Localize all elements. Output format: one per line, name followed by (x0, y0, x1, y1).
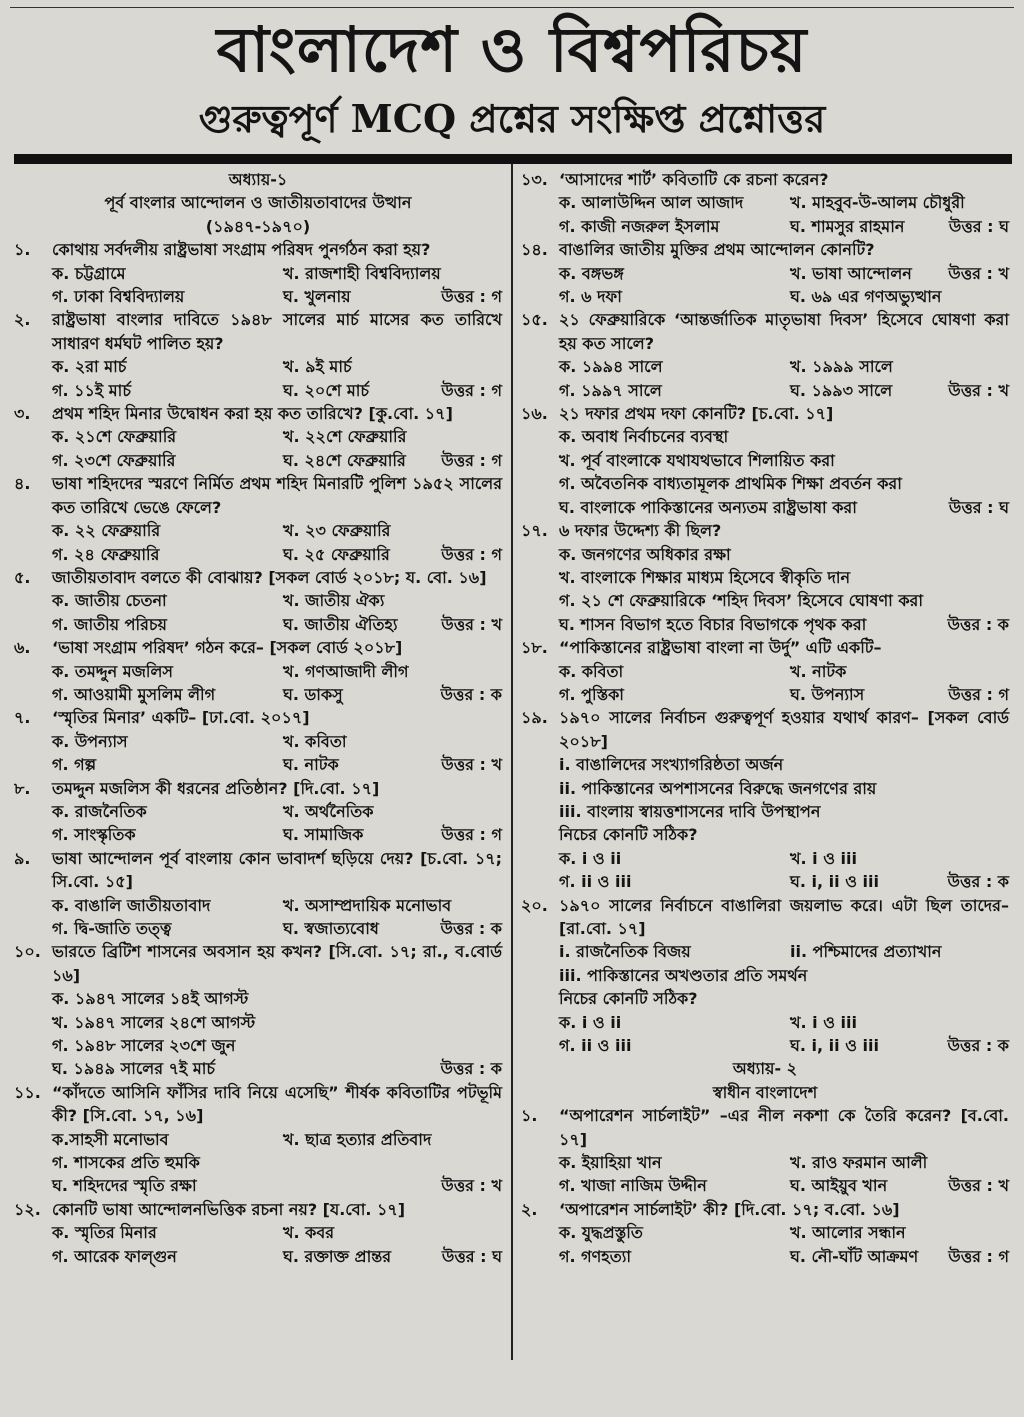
chapter-years: (১৯৪৭-১৯৭০) (205, 216, 311, 236)
question-line (521, 706, 1009, 753)
option: ক. স্মৃতির মিনার (52, 1223, 157, 1243)
option: ঘ. খুলনায় (283, 287, 351, 307)
option-row (521, 285, 1009, 308)
option-row (14, 379, 502, 402)
option: গ. গণহত্যা (559, 1246, 631, 1266)
option-row (521, 964, 1009, 987)
option-row (521, 1151, 1009, 1174)
option-row (521, 191, 1009, 214)
question-number: ১৩. (521, 170, 548, 189)
option: খ. ছাত্র হত্যার প্রতিবাদ (283, 1129, 432, 1149)
option: ক. তমদ্দুন মজলিস (52, 661, 173, 681)
question-text: ‘ভাষা সংগ্রাম পরিষদ’ গঠন করে– [সকল বোর্ড ২০১৮] (52, 638, 403, 658)
option: গ. ১১ই মার্চ (52, 380, 131, 400)
option: খ. নাটক (790, 661, 847, 681)
option: ক. জাতীয় চেতনা (52, 591, 167, 611)
question-text: ২১ দফার প্রথম দফা কোনটি? [চ.বো. ১৭] (559, 404, 834, 424)
question-line (14, 1198, 502, 1221)
mcq-item (14, 238, 502, 308)
option: ক. i ও ii (559, 848, 622, 868)
option: ক. ১৯৯৪ সালে (559, 357, 663, 377)
mcq-item (521, 402, 1009, 519)
option: খ. অসাম্প্রদায়িক মনোভাব (283, 895, 452, 915)
option: ক. i ও ii (559, 1012, 622, 1032)
question-line (14, 636, 502, 659)
option: ক. যুদ্ধপ্রস্তুতি (559, 1223, 643, 1243)
option: গ. ii ও iii (559, 1036, 632, 1056)
answer-label: উত্তর : ঘ (441, 1246, 502, 1266)
question-list (521, 168, 1009, 1057)
question-line (521, 168, 1009, 191)
answer-label: উত্তর : ঘ (948, 216, 1009, 236)
question-text: বাঙালির জাতীয় মুক্তির প্রথম আন্দোলন কোনটি? (559, 240, 875, 260)
question-line (14, 308, 502, 355)
option-row (14, 683, 502, 706)
option: ঘ. জাতীয় ঐতিহ্য (283, 614, 398, 634)
question-number: ৭. (14, 708, 31, 728)
answer-label: উত্তর : ঘ (948, 497, 1009, 517)
answer-label: উত্তর : গ (441, 287, 502, 307)
answer-label: উত্তর : গ (948, 684, 1009, 704)
left-column (14, 168, 502, 1268)
answer-label: উত্তর : ক (947, 1036, 1009, 1056)
option: ঘ. ১৯৪৯ সালের ৭ই মার্চ (52, 1059, 216, 1079)
option-row (521, 1174, 1009, 1197)
option-row (14, 1174, 502, 1197)
option: ঘ. বাংলাকে পাকিস্তানের অন্যতম রাষ্ট্রভাষা করা (559, 497, 857, 517)
option-row (521, 449, 1009, 472)
option: গ. ১৯৯৭ সালে (559, 380, 662, 400)
option-row (521, 940, 1009, 963)
question-text: কোনটি ভাষা আন্দোলনভিত্তিক রচনা নয়? [য.বো. ১৭] (52, 1199, 406, 1219)
mcq-item (14, 940, 502, 1080)
question-text: ভারতে ব্রিটিশ শাসনের অবসান হয় কখন? [সি.বো. ১৭; রা., ব.বোর্ড ১৬] (52, 942, 502, 985)
mcq-item (14, 566, 502, 636)
answer-label: উত্তর : ক (440, 919, 502, 938)
mcq-item (14, 402, 502, 472)
option: খ. ২৩ ফেব্রুয়ারি (283, 521, 391, 541)
option: গ. গল্প (52, 755, 97, 775)
question-number: ১০. (14, 942, 41, 962)
mcq-item (14, 706, 502, 776)
option: গ. পুস্তিকা (559, 684, 624, 704)
option-row (521, 800, 1009, 823)
option: খ. রাও ফরমান আলী (790, 1153, 928, 1173)
option-row (14, 1128, 502, 1151)
answer-label: উত্তর : গ (441, 544, 502, 564)
question-number: ৯. (14, 848, 31, 868)
option: ক. বঙ্গভঙ্গ (559, 263, 624, 283)
option-row (521, 987, 1009, 1010)
option-row (14, 449, 502, 472)
option-row (521, 1245, 1009, 1268)
option: ঘ. উপন্যাস (790, 684, 865, 704)
option: খ. ১৯৪৭ সালের ২৪শে আগস্ট (52, 1012, 256, 1032)
answer-label: উত্তর : ক (440, 684, 502, 704)
option: ক. রাজনৈতিক (52, 801, 147, 821)
question-text: ‘স্মৃতির মিনার’ একটি– [ঢা.বো. ২০১৭] (52, 708, 310, 728)
option: খ. i ও iii (790, 848, 858, 868)
question-line (14, 777, 502, 800)
option: ঘ. স্বজাত্যবোধ (283, 919, 379, 938)
option: খ. i ও iii (790, 1012, 858, 1032)
option: ক. চট্টগ্রামে (52, 263, 126, 283)
option: গ. আওয়ামী মুসলিম লীগ (52, 684, 216, 704)
question-line (521, 636, 1009, 659)
option: ক.সাহসী মনোভাব (52, 1129, 169, 1149)
option: ক. কবিতা (559, 661, 624, 681)
question-line (14, 940, 502, 987)
question-number: ১২. (14, 1199, 41, 1219)
option: ঘ. নাটক (283, 755, 339, 775)
option: ii. পশ্চিমাদের প্রত্যাখান (790, 942, 942, 962)
question-line (14, 847, 502, 894)
question-number: ১৭. (521, 521, 548, 541)
option: ক. উপন্যাস (52, 731, 128, 751)
question-text: ২১ ফেব্রুয়ারিকে ‘আন্তর্জাতিক মাতৃভাষা দিবস’ হিসেবে ঘোষণা করা হয় কত সালে? (559, 310, 1009, 353)
option-row (14, 1011, 502, 1034)
chapter-label: অধ্যায়- ২ (732, 1059, 798, 1079)
question-number: ১৮. (521, 638, 548, 658)
option: গ. কাজী নজরুল ইসলাম (559, 216, 720, 236)
mcq-item (521, 1104, 1009, 1198)
answer-label: উত্তর : গ (441, 380, 502, 400)
question-text: ৬ দফার উদ্দেশ্য কী ছিল? (559, 521, 722, 541)
option: গ. দ্বি-জাতি তত্ত্ব (52, 919, 172, 938)
question-line (521, 308, 1009, 355)
question-text: ভাষা আন্দোলন পূর্ব বাংলায় কোন ভাবাদর্শ ছড়িয়ে দেয়? [চ.বো. ১৭; সি.বো. ১৫] (52, 848, 502, 892)
answer-label: উত্তর : গ (948, 1246, 1009, 1266)
right-column (521, 168, 1009, 1268)
option: গ. ঢাকা বিশ্ববিদ্যালয় (52, 287, 185, 307)
answer-label: উত্তর : খ (948, 1176, 1009, 1196)
option: ঘ. ৬৯ এর গণঅভ্যুত্থান (790, 287, 942, 307)
mcq-item (14, 847, 502, 941)
option-row (14, 262, 502, 285)
question-number: ২. (14, 310, 31, 330)
mcq-item (521, 519, 1009, 636)
page-title: বাংলাদেশ ও বিশ্বপরিচয় (216, 13, 808, 86)
option: গ. ২১ শে ফেব্রুয়ারিকে ‘শহিদ দিবস’ হিসেবে ঘোষণা করা (559, 591, 923, 611)
mcq-item (14, 777, 502, 847)
page-subtitle: গুরুত্বপূর্ণ MCQ প্রশ্নের সংক্ষিপ্ত প্রশ্নোত্তর (198, 96, 826, 141)
question-number: ১. (14, 240, 31, 260)
answer-label: উত্তর : ক (947, 872, 1009, 892)
option: ঘ. ২৫ ফেব্রুয়ারি (283, 544, 390, 564)
mcq-item (14, 472, 502, 566)
question-number: ১১. (14, 1082, 41, 1102)
column-divider (511, 164, 513, 1360)
option: গ. সাংস্কৃতিক (52, 825, 136, 845)
question-text: “অপারেশন সার্চলাইট” –এর নীল নকশা কে তৈরি করেন? [ব.বো. ১৭] (559, 1106, 1009, 1149)
option-row (14, 355, 502, 378)
question-line (521, 1198, 1009, 1221)
option-row (521, 215, 1009, 238)
option-row (14, 613, 502, 636)
option-row (14, 285, 502, 308)
mcq-item (14, 636, 502, 706)
mcq-item (521, 168, 1009, 238)
option: ক. ২২ ফেব্রুয়ারি (52, 521, 161, 541)
mcq-item (521, 894, 1009, 1058)
question-number: ২০. (521, 895, 548, 915)
option: গ. শাসকের প্রতি হুমকি (52, 1153, 200, 1173)
question-text: “কাঁদতে আসিনি ফাঁসির দাবি নিয়ে এসেছি” শীর্ষক কবিতাটির পটভূমি কী? [সি.বো. ১৭, ১৬] (52, 1082, 502, 1126)
question-text: ১৯৭০ সালের নির্বাচন গুরুত্বপূর্ণ হওয়ার যথার্থ কারণ– [সকল বোর্ড ২০১৮] (559, 708, 1009, 751)
option: নিচের কোনটি সঠিক? (559, 825, 698, 845)
top-rule (10, 7, 1014, 8)
option: ঘ. i, ii ও iii (790, 1036, 880, 1056)
question-text: ‘আসাদের শার্ট’ কবিতাটি কে রচনা করেন? (559, 170, 829, 189)
option: ঘ. আইয়ুব খান (790, 1176, 888, 1196)
question-text: ১৯৭০ সালের নির্বাচনে বাঙালিরা জয়লাভ করে। এটা ছিল তাদের– [রা.বো. ১৭] (559, 895, 1009, 938)
question-list (14, 238, 502, 1268)
option-row (14, 823, 502, 846)
option: iii. পাকিস্তানের অখণ্ডতার প্রতি সমর্থন (559, 965, 808, 985)
chapter-label: অধ্যায়-১ (228, 170, 288, 189)
question-text: “পাকিস্তানের রাষ্ট্রভাষা বাংলা না উর্দু” এটি একটি– (559, 638, 882, 658)
option: গ. খাজা নাজিম উদ্দীন (559, 1176, 707, 1196)
chapter-title: পূর্ব বাংলার আন্দোলন ও জাতীয়তাবাদের উত্থান (104, 193, 412, 213)
header-bar (14, 154, 1012, 164)
option: ঘ. ২০শে মার্চ (283, 380, 370, 400)
question-number: ৮. (14, 778, 31, 798)
option-row (14, 800, 502, 823)
option: খ. রাজশাহী বিশ্ববিদ্যালয় (283, 263, 441, 283)
mcq-item (521, 308, 1009, 402)
option-row (14, 1057, 502, 1080)
option-row (521, 589, 1009, 612)
question-list (521, 1104, 1009, 1268)
question-line (14, 402, 502, 425)
question-number: ১৯. (521, 708, 548, 728)
mcq-item (14, 1081, 502, 1198)
question-number: ৬. (14, 638, 31, 658)
question-number: ৩. (14, 404, 31, 424)
option: ঘ. রক্তাক্ত প্রান্তর (283, 1246, 392, 1266)
question-line (521, 894, 1009, 941)
option-row (521, 425, 1009, 448)
question-number: ৫. (14, 567, 31, 587)
option-row (14, 730, 502, 753)
option: ঘ. ২৪শে ফেব্রুয়ারি (283, 450, 406, 470)
question-line (14, 566, 502, 589)
option: গ. ২৪ ফেব্রুয়ারি (52, 544, 160, 564)
option-row (521, 1221, 1009, 1244)
question-number: ৪. (14, 474, 31, 494)
option-row (521, 262, 1009, 285)
option: ক. আলাউদ্দিন আল আজাদ (559, 193, 744, 213)
option: ঘ. i, ii ও iii (790, 872, 880, 892)
option: খ. আলোর সন্ধান (790, 1223, 906, 1243)
option-row (14, 589, 502, 612)
option: খ. ১৯৯৯ সালে (790, 357, 893, 377)
option: খ. ২২শে ফেব্রুয়ারি (283, 427, 407, 447)
option: ঘ. সামাজিক (283, 825, 364, 845)
option: i. রাজনৈতিক বিজয় (559, 942, 691, 962)
option: খ. কবিতা (283, 731, 347, 751)
option-row (14, 753, 502, 776)
option: ক. ১৯৪৭ সালের ১৪ই আগস্ট (52, 989, 249, 1009)
question-number: ১৬. (521, 404, 548, 424)
mcq-item (521, 706, 1009, 893)
answer-label: উত্তর : খ (948, 380, 1009, 400)
option-row (521, 777, 1009, 800)
question-text: প্রথম শহিদ মিনার উদ্বোধন করা হয় কত তারিখে? [কু.বো. ১৭] (52, 404, 453, 424)
option: ii. পাকিস্তানের অপশাসনের বিরুদ্ধে জনগণের রায় (559, 778, 877, 798)
question-text: জাতীয়তাবাদ বলতে কী বোঝায়? [সকল বোর্ড ২০১৮; য. বো. ১৬] (52, 567, 487, 587)
question-line (14, 238, 502, 261)
question-number: ১৪. (521, 240, 548, 260)
question-number: ১. (521, 1106, 538, 1126)
question-text: তমদ্দুন মজলিস কী ধরনের প্রতিষ্ঠান? [দি.বো. ১৭] (52, 778, 380, 798)
option: গ. জাতীয় পরিচয় (52, 614, 167, 634)
option-row (14, 543, 502, 566)
answer-label: উত্তর : খ (948, 263, 1009, 283)
option: গ. আরেক ফাল্গুন (52, 1246, 177, 1266)
option: খ. গণআজাদী লীগ (283, 661, 409, 681)
mcq-item (521, 636, 1009, 706)
option: খ. কবর (283, 1223, 335, 1243)
option-row (14, 1221, 502, 1244)
option: গ. ২৩শে ফেব্রুয়ারি (52, 450, 176, 470)
mcq-item (521, 238, 1009, 308)
option: ঘ. শহিদদের স্মৃতি রক্ষা (52, 1176, 197, 1196)
option-row (521, 660, 1009, 683)
option: খ. জাতীয় ঐক্য (283, 591, 385, 611)
answer-label: উত্তর : খ (441, 614, 502, 634)
option: নিচের কোনটি সঠিক? (559, 989, 698, 1009)
option: ক. ২১শে ফেব্রুয়ারি (52, 427, 177, 447)
question-line (14, 706, 502, 729)
option: ঘ. নৌ-ঘাঁট আক্রমণ (790, 1246, 919, 1266)
option-row (521, 566, 1009, 589)
option-row (14, 1245, 502, 1268)
option: খ. অর্থনৈতিক (283, 801, 374, 821)
option-row (521, 496, 1009, 519)
option-row (14, 987, 502, 1010)
answer-label: উত্তর : গ (441, 450, 502, 470)
question-number: ১৫. (521, 310, 548, 330)
option-row (14, 1034, 502, 1057)
option-row (521, 472, 1009, 495)
mcq-item (14, 1198, 502, 1268)
option-row (521, 683, 1009, 706)
option: ক. ইয়াহিয়া খান (559, 1153, 662, 1173)
answer-label: উত্তর : খ (441, 1176, 502, 1196)
option: ক. ২রা মার্চ (52, 357, 127, 377)
option-row (14, 894, 502, 917)
option-row (521, 870, 1009, 893)
option: ঘ. ১৯৯৩ সালে (790, 380, 893, 400)
question-text: ভাষা শহিদদের স্মরণে নির্মিত প্রথম শহিদ মিনারটি পুলিশ ১৯৫২ সালের কত তারিখে ভেঙে ফেলে? (52, 474, 502, 517)
option-row (521, 355, 1009, 378)
option: iii. বাংলায় স্বায়ত্তশাসনের দাবি উপস্থাপন (559, 801, 821, 821)
chapter-title: স্বাধীন বাংলাদেশ (712, 1082, 818, 1102)
option: ঘ. ডাকসু (283, 684, 343, 704)
mcq-item (14, 308, 502, 402)
option: ঘ. শামসুর রাহমান (790, 216, 905, 236)
option: গ. ৬ দফা (559, 287, 622, 307)
question-text: রাষ্ট্রভাষা বাংলার দাবিতে ১৯৪৮ সালের মার্চ মাসের কত তারিখে সাধারণ ধর্মঘট পালিত হয়? (52, 310, 502, 353)
question-text: কোথায় সর্বদলীয় রাষ্ট্রভাষা সংগ্রাম পরিষদ পুনর্গঠন করা হয়? (52, 240, 431, 260)
answer-label: উত্তর : ক (947, 614, 1009, 634)
option-row (521, 543, 1009, 566)
answer-label: উত্তর : গ (441, 825, 502, 845)
option-row (521, 753, 1009, 776)
question-text: ‘অপারেশন সার্চলাইট’ কী? [দি.বো. ১৭; ব.বো. ১৬] (559, 1199, 900, 1219)
option-row (521, 613, 1009, 636)
option-row (14, 425, 502, 448)
question-line (14, 1081, 502, 1128)
option-row (14, 660, 502, 683)
answer-label: উত্তর : ক (440, 1059, 502, 1079)
option-row (14, 519, 502, 542)
option-row (521, 1011, 1009, 1034)
mcq-item (521, 1198, 1009, 1268)
option-row (14, 917, 502, 940)
question-line (521, 519, 1009, 542)
question-number: ২. (521, 1199, 538, 1219)
option: গ. ১৯৪৮ সালের ২৩শে জুন (52, 1036, 236, 1056)
option: ক. বাঙালি জাতীয়তাবাদ (52, 895, 211, 915)
option-row (521, 847, 1009, 870)
option: খ. মাহবুব-উ-আলম চৌধুরী (790, 193, 965, 213)
option: ক. জনগণের অধিকার রক্ষা (559, 544, 731, 564)
question-line (14, 472, 502, 519)
option: ঘ. শাসন বিভাগ হতে বিচার বিভাগকে পৃথক করা (559, 614, 867, 634)
option-row (14, 1151, 502, 1174)
option-row (521, 379, 1009, 402)
question-line (521, 402, 1009, 425)
option-row (521, 1034, 1009, 1057)
option: ক. অবাধ নির্বাচনের ব্যবস্থা (559, 427, 729, 447)
option: খ. পূর্ব বাংলাকে যথাযথভাবে শিলায়িত করা (559, 450, 835, 470)
option: গ. ii ও iii (559, 872, 632, 892)
option: খ. ৯ই মার্চ (283, 357, 352, 377)
question-line (521, 238, 1009, 261)
option: i. বাঙালিদের সংখ্যাগরিষ্ঠতা অর্জন (559, 755, 784, 775)
option-row (521, 823, 1009, 846)
option: খ. বাংলাকে শিক্ষার মাধ্যম হিসেবে স্বীকৃতি দান (559, 567, 851, 587)
question-line (521, 1104, 1009, 1151)
answer-label: উত্তর : খ (441, 755, 502, 775)
option: খ. ভাষা আন্দোলন (790, 263, 912, 283)
option: গ. অবৈতনিক বাধ্যতামূলক প্রাথমিক শিক্ষা প্রবর্তন করা (559, 474, 902, 494)
